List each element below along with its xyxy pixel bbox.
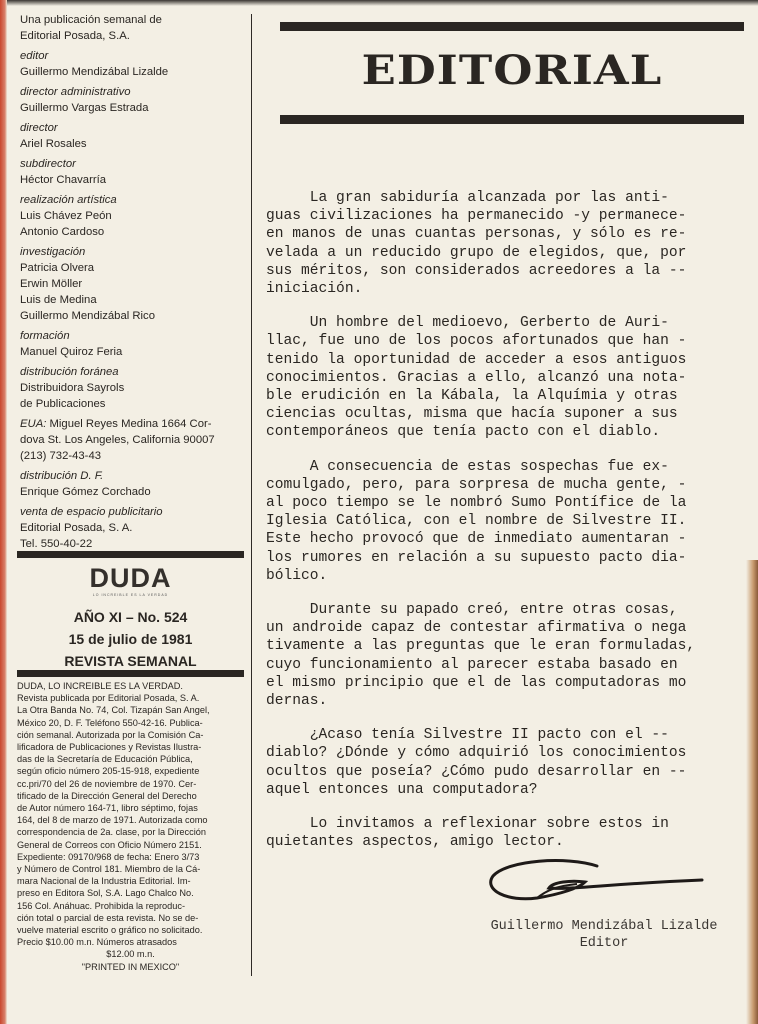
staff-name: Manuel Quiroz Feria: [20, 346, 123, 358]
legal-line: ción semanal. Autorizada por la Comisión Ca-: [17, 729, 204, 740]
staff-entry: [20, 504, 248, 552]
staff-entry: [20, 364, 248, 412]
eua-line: (213) 732-43-43: [20, 450, 102, 462]
publisher-block: [20, 12, 248, 44]
eua-block: [20, 416, 248, 464]
signature-name: Guillermo Mendizábal Lizalde: [490, 919, 718, 934]
staff-list-2: [20, 468, 248, 552]
logo-tagline: LO INCREIBLE ES LA VERDAD: [92, 593, 169, 597]
staff-name: Guillermo Mendizábal Rico: [20, 310, 155, 322]
editorial-rule-bottom: [280, 115, 744, 124]
staff-role: formación: [20, 330, 70, 342]
eua-line: dova St. Los Angeles, California 90007: [20, 434, 215, 446]
masthead: [20, 12, 248, 556]
editorial-paragraph: Durante su papado creó, entre otras cosas, un androide capaz de contestar afirmativa o nega tivamente a las preguntas que le eran formuladas, cuyo funcionamiento al parecer estaba basado en el mismo principio que el de las computadoras mo dernas.: [266, 602, 696, 710]
editorial-body: [266, 189, 750, 868]
staff-role: director: [20, 122, 58, 134]
legal-line: General de Correos con Oficio Número 2151.: [17, 839, 202, 850]
eua-line: Miguel Reyes Medina 1664 Cor-: [49, 418, 212, 430]
staff-name: Ariel Rosales: [20, 138, 87, 150]
legal-line: ción total o parcial de esta revista. No se de-: [17, 912, 199, 923]
legal-line: de Autor número 164-71, libro séptimo, fojas: [17, 803, 198, 814]
staff-entry: [20, 84, 248, 116]
legal-line: mara Nacional de la Industria Editorial. Im-: [17, 876, 191, 887]
legal-line: según oficio número 205-15-918, expediente: [17, 766, 200, 777]
editorial-title: EDITORIAL: [361, 47, 663, 94]
staff-name: Héctor Chavarría: [20, 174, 107, 186]
staff-entry: [20, 244, 248, 324]
page-top-shadow: [0, 0, 758, 6]
staff-role: investigación: [20, 246, 86, 258]
staff-role: director administrativo: [20, 86, 131, 98]
staff-name: Editorial Posada, S. A.: [20, 522, 133, 534]
masthead-rule-top: [17, 551, 244, 558]
staff-role: distribución D. F.: [20, 470, 104, 482]
back-issue-price: $12.00 m.n.: [106, 949, 155, 960]
staff-name: Distribuidora Sayrols: [20, 382, 125, 394]
staff-entry: [20, 120, 248, 152]
staff-name: Guillermo Mendizábal Lizalde: [20, 66, 169, 78]
legal-line: México 20, D. F. Teléfono 550-42-16. Publica-: [17, 717, 203, 728]
legal-line: La Otra Banda No. 74, Col. Tizapán San Angel,: [17, 705, 210, 716]
legal-notice: [17, 680, 244, 973]
masthead-rule-bottom: [17, 670, 244, 677]
staff-role: editor: [20, 50, 49, 62]
staff-entry: [20, 192, 248, 240]
staff-name: Luis de Medina: [20, 294, 97, 306]
editorial-paragraph: ¿Acaso tenía Silvestre II pacto con el -- diablo? ¿Dónde y cómo adquirió los conocimientos ocultos que poseía? ¿Cómo pudo desarrollar en -- aquel entonces una computadora?: [266, 727, 687, 798]
staff-name: Antonio Cardoso: [20, 226, 105, 238]
legal-line: Precio $10.00 m.n. Números atrasados: [17, 937, 177, 948]
staff-name: Patricia Olvera: [20, 262, 95, 274]
editorial-paragraph: Lo invitamos a reflexionar sobre estos in quietantes aspectos, amigo lector.: [266, 816, 669, 851]
publisher-line: Una publicación semanal de: [20, 14, 162, 26]
staff-name: Tel. 550-40-22: [20, 538, 93, 550]
column-divider: [251, 14, 252, 976]
editorial-paragraph: La gran sabiduría alcanzada por las anti- guas civilizaciones ha permanecido -y permanece- en manos de unas cuantas personas, y sólo es re- velada a un reducido grupo de elegidos, que, por sus méritos, son considerados acreedores a la -- iniciación.: [266, 190, 687, 298]
legal-line: cc.pri/70 del 26 de noviembre de 1970. Cer-: [17, 778, 197, 789]
staff-role: subdirector: [20, 158, 76, 170]
page-left-edge: [0, 0, 7, 1024]
legal-line: vuelve material escrito o gráfico no solicitado.: [17, 925, 203, 936]
legal-line: 156 Col. Anáhuac. Prohibida la reproduc-: [17, 900, 186, 911]
editorial-paragraph: Un hombre del medioevo, Gerberto de Auri- llac, fue uno de los pocos afortunados que han - tenido la oportunidad de acceder a esos antiguos conocimientos. Gracias a ello, alcanzó una nota- ble erudición en la Kábala, la Alquímia y otras ciencias ocultas, misma que hacía suponer a sus contemporáneos que tenía pacto con el diablo.: [266, 315, 687, 441]
legal-line: y Número de Control 181. Miembro de la Cá-: [17, 864, 201, 875]
logo-block: [17, 563, 244, 672]
signature-title: Editor: [579, 936, 629, 951]
legal-line: preso en Editora Sol, S.A. Lago Chalco No.: [17, 888, 194, 899]
staff-role: venta de espacio publicitario: [20, 506, 163, 518]
staff-role: distribución foránea: [20, 366, 119, 378]
duda-logo: DUDA: [89, 563, 172, 593]
issue-type: REVISTA SEMANAL: [64, 653, 197, 669]
legal-line: Expediente: 09170/968 de fecha: Enero 3/73: [17, 851, 200, 862]
legal-line: Revista publicada por Editorial Posada, S. A.: [17, 693, 200, 704]
legal-line: 164, del 8 de marzo de 1971. Autorizada como: [17, 815, 208, 826]
staff-name: Luis Chávez Peón: [20, 210, 112, 222]
staff-name: Erwin Möller: [20, 278, 83, 290]
legal-line: DUDA, LO INCREIBLE ES LA VERDAD.: [17, 681, 183, 691]
staff-name: Enrique Gómez Corchado: [20, 486, 151, 498]
staff-entry: [20, 468, 248, 500]
staff-name: Guillermo Vargas Estrada: [20, 102, 149, 114]
staff-role: realización artística: [20, 194, 117, 206]
staff-entry: [20, 48, 248, 80]
issue-number: AÑO XI – No. 524: [73, 609, 188, 625]
signature-scrawl: [487, 858, 712, 910]
signature-block: [456, 918, 752, 952]
legal-line: tificado de la Dirección General del Derecho: [17, 790, 197, 801]
eua-label: EUA:: [20, 418, 47, 430]
issue-date: 15 de julio de 1981: [68, 631, 193, 647]
printed-in-mexico: "PRINTED IN MEXICO": [81, 961, 180, 972]
legal-line: correspondencia de 2a. clase, por la Dirección: [17, 827, 206, 838]
staff-entry: [20, 156, 248, 188]
publisher-line: Editorial Posada, S.A.: [20, 30, 130, 42]
staff-name: de Publicaciones: [20, 398, 106, 410]
editorial-paragraph: A consecuencia de estas sospechas fue ex- comulgado, pero, para sorpresa de mucha gente, - al poco tiempo se le nombró Sumo Pontífice de la Iglesia Católica, con el nombre de Silvestre II. Este hecho provocó que de inmediato aumentaran - los rumores en relación a su supuesto pacto dia- bólico.: [266, 458, 687, 584]
legal-line: das de la Secretaría de Educación Pública,: [17, 754, 193, 765]
legal-line: lificadora de Publicaciones y Revistas Ilustra-: [17, 742, 202, 753]
staff-entry: [20, 328, 248, 360]
editorial-rule-top: [280, 22, 744, 31]
staff-list: [20, 48, 248, 412]
